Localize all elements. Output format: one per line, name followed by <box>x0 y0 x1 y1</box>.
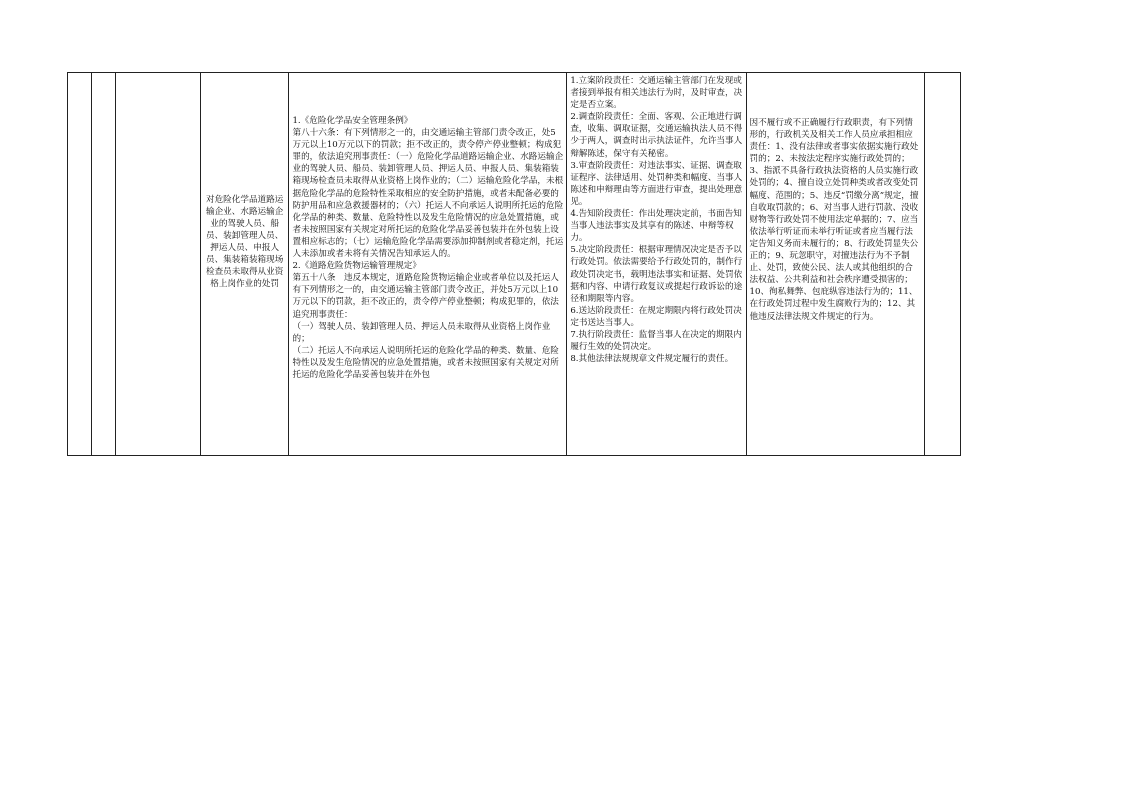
basis-line: （二）托运人不向承运人说明所托运的危险化学品的种类、数量、危险特性以及发生危险情况的应急处置措施，或者未按照国家有关规定对所托运的危险化学品妥善包装并在外包 <box>292 345 559 380</box>
item-name-cell <box>200 73 289 456</box>
basis-line: 2.《道路危险货物运输管理规定》 <box>292 261 421 272</box>
category-cell <box>92 73 116 456</box>
basis-line: 第五十八条 违反本规定，道路危险货物运输企业或者单位以及托运人有下列情形之一的，由交通运输主管部门责令改正，并处5万元以上10万元以下的罚款，拒不改正的，责令停产停业整顿；构成犯罪的，依法追究刑事责任： <box>292 273 559 320</box>
parent-item-cell <box>116 73 201 456</box>
responsibility-item: 3.审查阶段责任：对违法事实、证据、调查取证程序、法律适用、处罚种类和幅度、当事人陈述和申辩理由等方面进行审查，提出处理意见。 <box>570 160 743 207</box>
remarks-cell <box>924 73 960 456</box>
responsibility-item: 4.告知阶段责任：作出处理决定前，书面告知当事人违法事实及其享有的陈述、申辩等权力。 <box>570 209 742 244</box>
responsibility-item: 1.立案阶段责任：交通运输主管部门在发现或者接到举报有相关违法行为时，及时审查，决定是否立案。 <box>570 76 743 111</box>
responsibility-item: 7.执行阶段责任：监督当事人在决定的期限内履行生效的处罚决定。 <box>570 329 742 353</box>
responsibility-item: 5.决定阶段责任：根据审理情况决定是否予以行政处罚。依法需要给予行政处罚的，制作行政处罚决定书，载明违法事实和证据、处罚依据和内容、申请行政复议或提起行政诉讼的途径和期限等内容。 <box>570 245 743 304</box>
legal-basis-cell <box>289 73 567 456</box>
responsibility-item: 8.其他法律法规规章文件规定履行的责任。 <box>570 354 734 365</box>
basis-line: （一）驾驶人员、装卸管理人员、押运人员未取得从业资格上岗作业的； <box>292 321 551 344</box>
table-row <box>68 73 961 456</box>
item-name: 对危险化学品道路运输企业、水路运输企业的驾驶人员、船员、装卸管理人员、押运人员、申报人员、集装箱装箱现场检查员未取得从业资格上岗作业的处罚 <box>205 194 284 290</box>
responsibility-item: 2.调查阶段责任：全面、客观、公正地进行调查，收集、调取证据，交通运输执法人员不得少于两人，调查时出示执法证件，允许当事人辩解陈述，保守有关秘密。 <box>570 112 743 159</box>
accountability-text: 因不履行或不正确履行行政职责，有下列情形的，行政机关及相关工作人员应承担相应责任：1、没有法律或者事实依据实施行政处罚的；2、未按法定程序实施行政处罚的；3、指派不具备行政执法资格的人员实施行政处罚的；4、擅自设立处罚种类或者改变处罚幅度、范围的；5、违反“罚缴分离”规定，擅自收取罚款的；6、对当事人进行罚款、没收财物等行政处罚不使用法定单据的；7、应当依法举行听证而未举行听证或者应当履行法定告知义务而未履行的；8、行政处罚显失公正的；9、玩忽职守，对擅违法行为不予制止、处罚，致使公民、法人或其他组织的合法权益、公共利益和社会秩序遭受损害的；10、徇私舞弊、包庇纵容违法行为的；11、在行政处罚过程中发生腐败行为的；12、其他违反法律法规文件规定的行为。 <box>749 118 919 322</box>
basis-line: 1.《危险化学品安全管理条例》 <box>292 116 413 126</box>
responsibility-text <box>567 73 745 413</box>
legal-basis-text <box>289 73 566 453</box>
accountability-cell <box>746 73 924 456</box>
responsibility-item: 6.送达阶段责任：在规定期限内将行政处罚决定书送达当事人。 <box>570 305 742 328</box>
basis-line: 第八十六条：有下列情形之一的，由交通运输主管部门责令改正，处5万元以上10万元以下的罚款；拒不改正的，责令停产停业整顿；构成犯罪的，依法追究刑事责任：（一）危险化学品道路运输企业、水路运输企业的驾驶人员、船员、装卸管理人员、押运人员、申报人员、集装箱装箱现场检查员未取得从业资格上岗作业的；（二）运输危险化学品，未根据危险化学品的危险特性采取相应的安全防护措施，或者未配备必要的防护用品和应急救援器材的；（六）托运人不向承运人说明所托运的危险化学品的种类、数量、危险特性以及发生危险情况的应急处置措施，或者未按照国家有关规定对所托运的危险化学品妥善包装并在外包装上设置相应标志的；（七）运输危险化学品需要添加抑制剂或者稳定剂，托运人未添加或者未将有关情况告知承运人的。 <box>292 128 564 260</box>
serial-number-cell <box>68 73 92 456</box>
power-list-table <box>67 72 961 456</box>
responsibility-cell <box>567 73 746 456</box>
